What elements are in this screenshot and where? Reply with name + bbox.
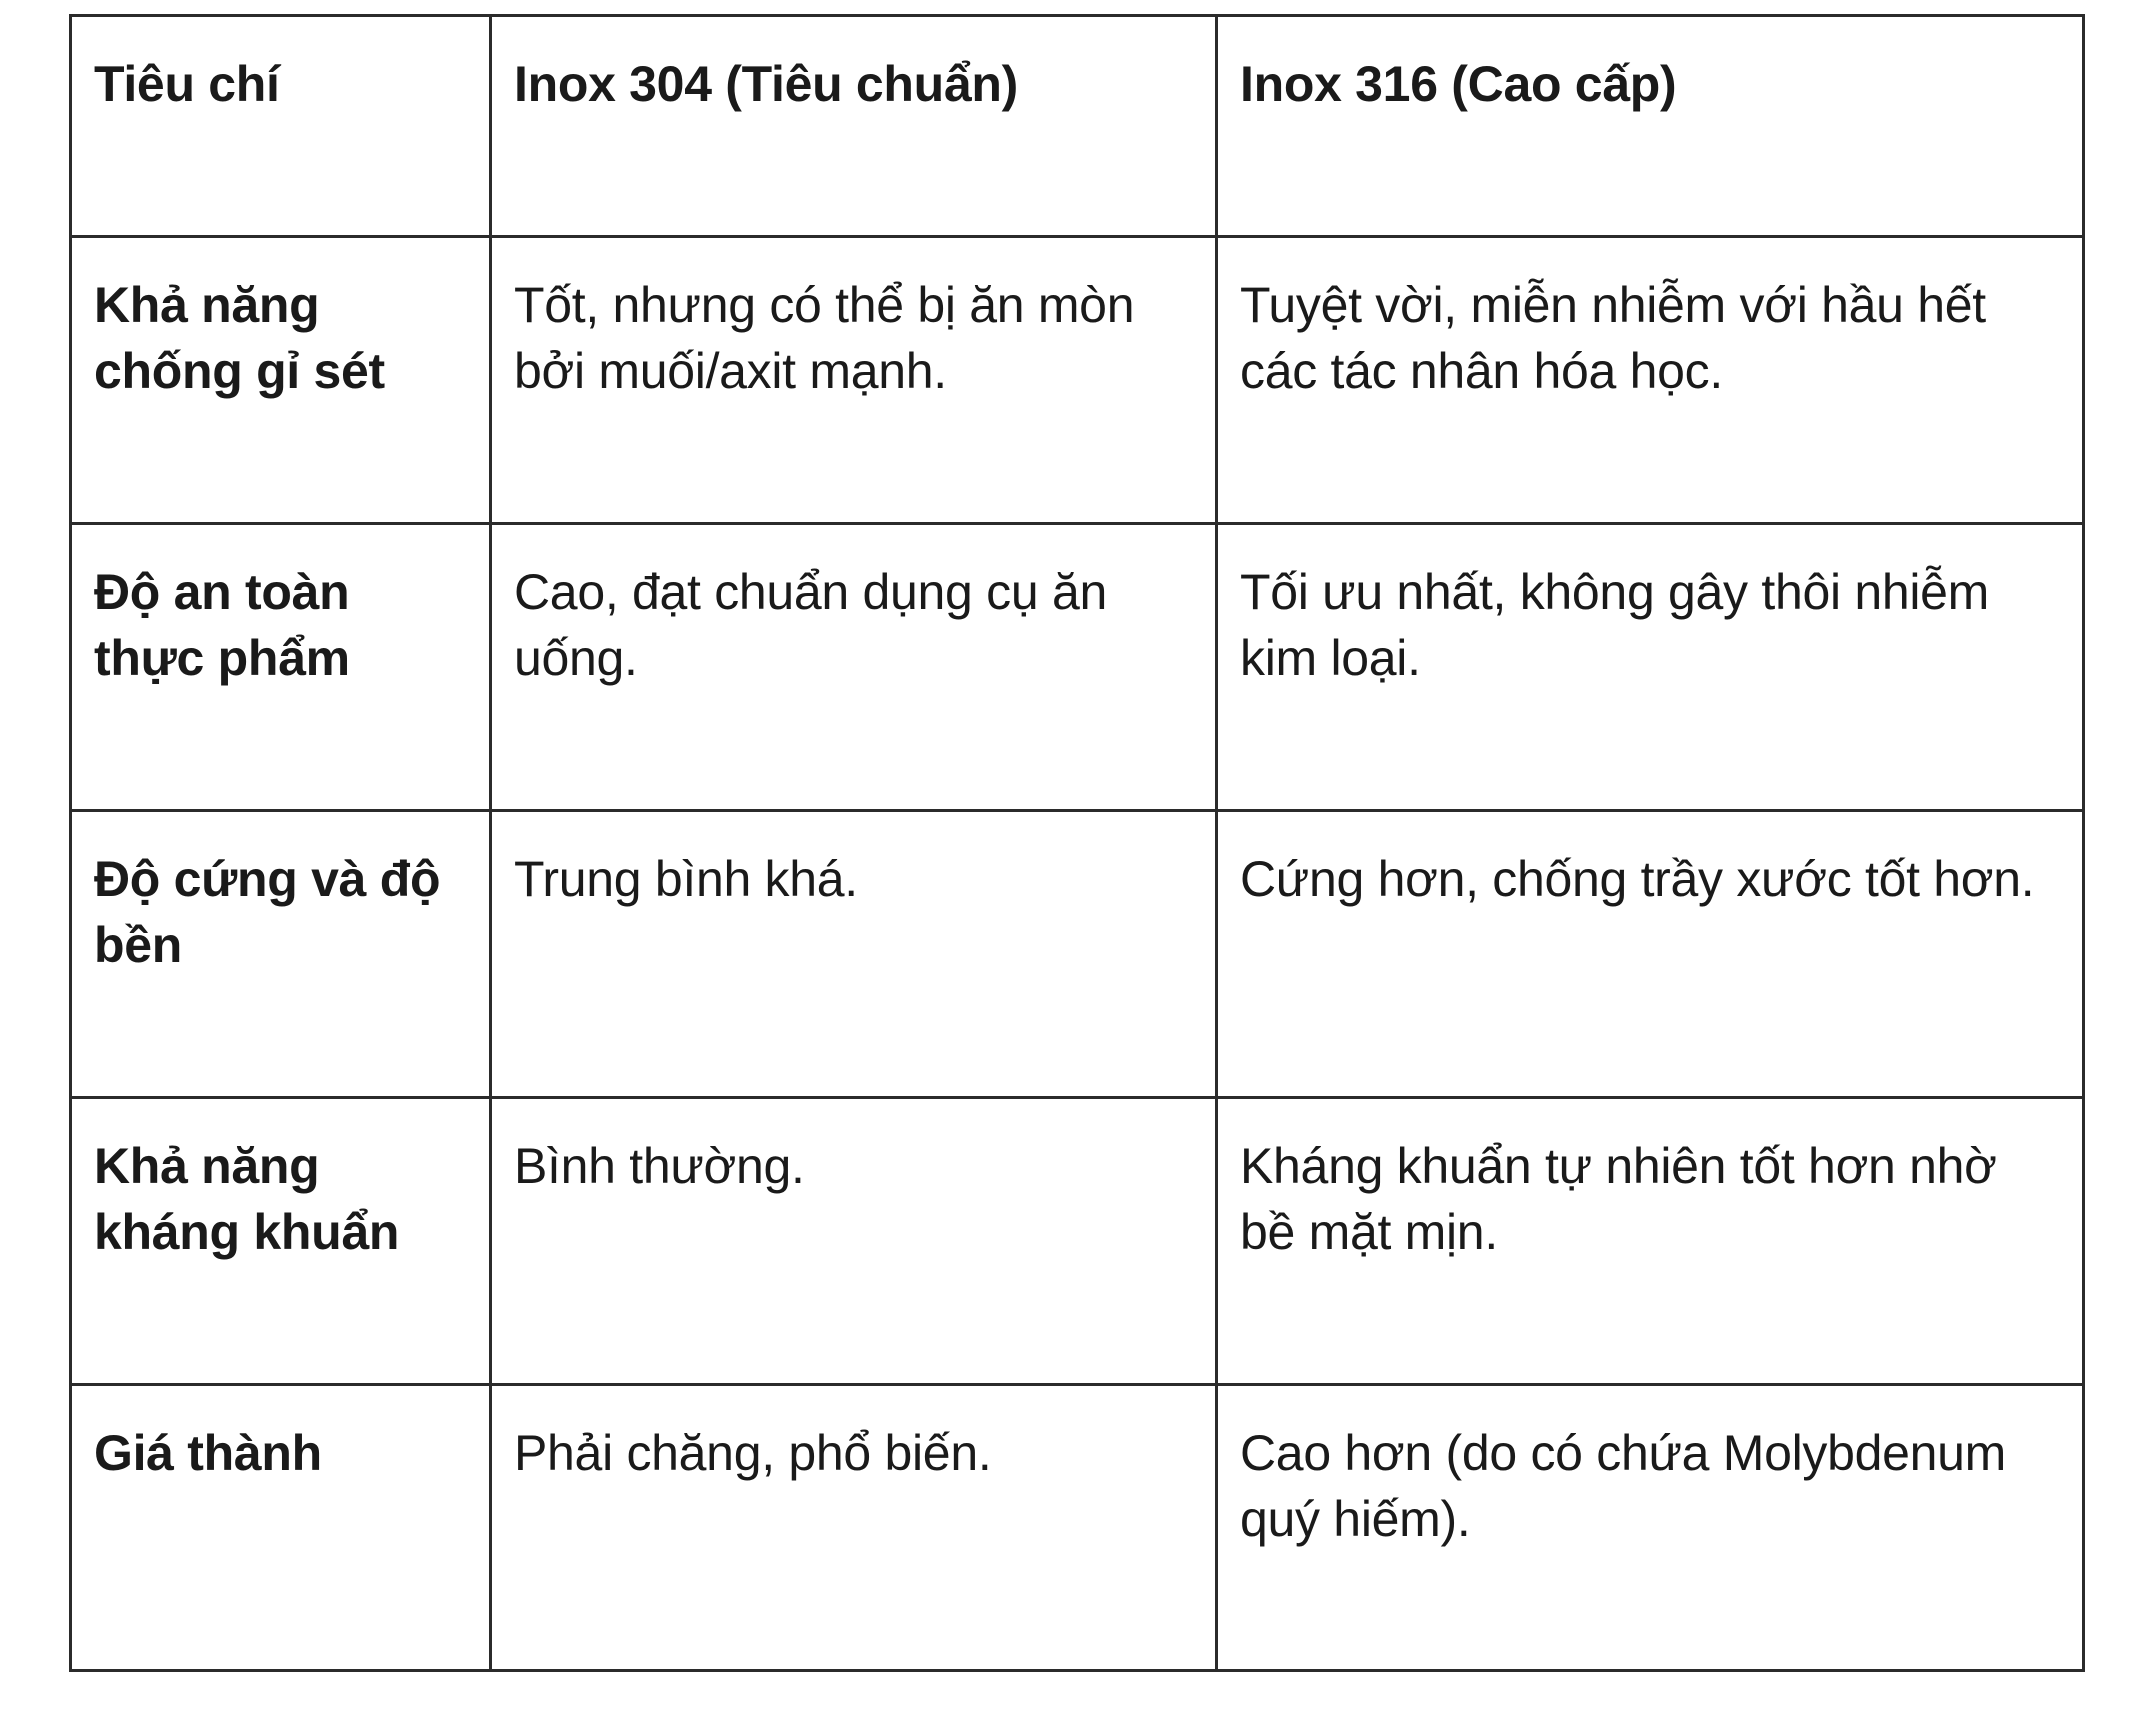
table-row (71, 811, 2084, 1098)
row-criterion: Khả năng kháng khuẩn (71, 1098, 491, 1385)
table-row (71, 1385, 2084, 1671)
comparison-table-container (69, 14, 2082, 1672)
row-inox-316-value: Tối ưu nhất, không gây thôi nhiễm kim loại. (1217, 524, 2084, 811)
table-row (71, 1098, 2084, 1385)
table-row (71, 524, 2084, 811)
row-inox-304-value: Cao, đạt chuẩn dụng cụ ăn uống. (491, 524, 1217, 811)
header-inox-316: Inox 316 (Cao cấp) (1217, 16, 2084, 237)
row-criterion: Giá thành (71, 1385, 491, 1671)
row-inox-316-value: Cao hơn (do có chứa Molybdenum quý hiếm). (1217, 1385, 2084, 1671)
comparison-table (69, 14, 2085, 1672)
row-criterion: Khả năng chống gỉ sét (71, 237, 491, 524)
row-inox-304-value: Tốt, nhưng có thể bị ăn mòn bởi muối/axit mạnh. (491, 237, 1217, 524)
header-criterion: Tiêu chí (71, 16, 491, 237)
table-row (71, 237, 2084, 524)
header-inox-304: Inox 304 (Tiêu chuẩn) (491, 16, 1217, 237)
row-inox-304-value: Phải chăng, phổ biến. (491, 1385, 1217, 1671)
row-inox-316-value: Kháng khuẩn tự nhiên tốt hơn nhờ bề mặt mịn. (1217, 1098, 2084, 1385)
row-criterion: Độ an toàn thực phẩm (71, 524, 491, 811)
row-criterion: Độ cứng và độ bền (71, 811, 491, 1098)
table-header-row (71, 16, 2084, 237)
row-inox-304-value: Trung bình khá. (491, 811, 1217, 1098)
row-inox-316-value: Tuyệt vời, miễn nhiễm với hầu hết các tác nhân hóa học. (1217, 237, 2084, 524)
row-inox-304-value: Bình thường. (491, 1098, 1217, 1385)
row-inox-316-value: Cứng hơn, chống trầy xước tốt hơn. (1217, 811, 2084, 1098)
